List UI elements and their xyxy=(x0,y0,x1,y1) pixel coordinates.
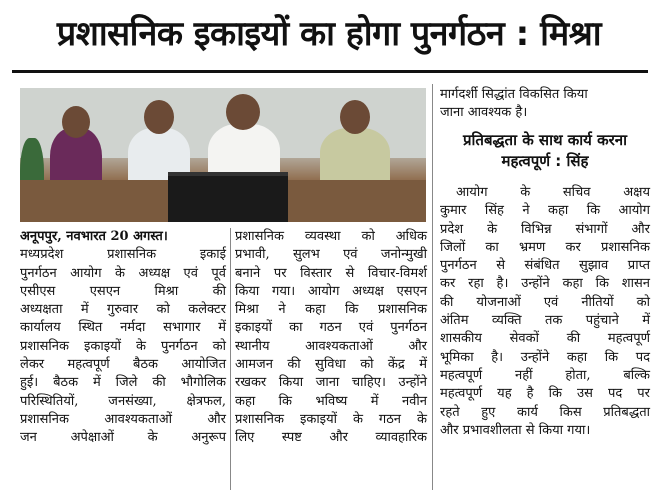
col3-line: कर रहा है। उन्होंने कहा कि शासन xyxy=(440,276,650,292)
column-divider xyxy=(230,228,231,490)
subhead: प्रतिबद्धता के साथ कार्य करना महत्वपूर्ण : सिंह xyxy=(463,131,627,170)
col3-line: आयोग के सचिव अक्षय xyxy=(456,185,650,200)
col2-line: प्रशासनिक व्यवस्था को अधिक xyxy=(235,229,427,244)
col2-line: आमजन की सुविधा को केंद्र में xyxy=(235,357,427,373)
col2-line: स्थानीय आवश्यकताओं और xyxy=(235,338,427,354)
col1-line: प्रशासनिक आवश्यकताओं और xyxy=(20,411,226,427)
column-3 xyxy=(440,184,650,440)
column-divider xyxy=(432,84,433,490)
col3-line: रहते हुए कार्य किस प्रतिबद्धता xyxy=(440,404,650,420)
column-1 xyxy=(20,228,226,448)
headline-rule xyxy=(12,70,648,73)
headline: प्रशासनिक इकाइयों का होगा पुनर्गठन : मिश्रा xyxy=(56,14,602,54)
col1-line: लेकर महत्वपूर्ण बैठक आयोजित xyxy=(20,357,226,373)
col2-line: कहा कि भविष्य में नवीन xyxy=(235,393,427,409)
col3-top-line: जाना आवश्यक है। xyxy=(440,105,528,121)
col3-line: कुमार सिंह ने कहा कि आयोग xyxy=(440,203,650,219)
col2-line: मिश्रा ने कहा कि प्रशासनिक xyxy=(235,302,427,318)
col3-line: महत्वपूर्ण नहीं होता, बल्कि xyxy=(440,367,650,383)
col1-line: प्रशासनिक इकाइयों के पुनर्गठन को xyxy=(20,338,226,354)
dateline: अनूपपुर, नवभारत 20 अगस्त। xyxy=(20,229,168,244)
col3-top-line: मार्गदर्शी सिद्धांत विकसित किया xyxy=(440,87,588,102)
col3-line: की योजनाओं एवं नीतियों को xyxy=(440,294,650,310)
col2-line: प्रशासनिक इकाइयों के गठन के xyxy=(235,411,427,427)
col1-line: हुई। बैठक में जिले की भौगोलिक xyxy=(20,375,226,391)
col2-line: प्रभावी, सुलभ एवं जनोन्मुखी xyxy=(235,247,427,263)
col2-line: इकाइयों का गठन एवं पुनर्गठन xyxy=(235,320,427,336)
col2-line: रखकर किया जाना चाहिए। उन्होंने xyxy=(235,375,427,391)
col3-line: शासकीय सेवकों की महत्वपूर्ण xyxy=(440,331,650,347)
meeting-photo xyxy=(20,88,426,222)
col3-line: महत्वपूर्ण यह है कि उस पद पर xyxy=(440,386,650,402)
col1-line: जन अपेक्षाओं के अनुरूप xyxy=(20,430,226,446)
col1-line: अध्यक्षता में गुरुवार को कलेक्टर xyxy=(20,302,226,318)
col3-line: प्रदेश के विभिन्न संभागों और xyxy=(440,221,650,237)
col3-line: अंतिम व्यक्ति तक पहुंचाने में xyxy=(440,313,650,329)
col3-line: और प्रभावशीलता से किया गया। xyxy=(440,422,591,438)
col1-line: परिस्थितियों, जनसंख्या, क्षेत्रफल, xyxy=(20,393,226,409)
column-2 xyxy=(235,228,427,448)
col2-line: लिए स्पष्ट और व्यावहारिक xyxy=(235,430,427,446)
col1-line: पुनर्गठन आयोग के अध्यक्ष एवं पूर्व xyxy=(20,265,226,281)
col2-line: बनाने पर विस्तार से विचार-विमर्श xyxy=(235,265,427,281)
col2-line: किया गया। आयोग अध्यक्ष एसएन xyxy=(235,283,427,299)
col1-line: मध्यप्रदेश प्रशासनिक इकाई xyxy=(20,247,226,263)
col1-line: एसीएस एसएन मिश्रा की xyxy=(20,283,226,299)
col3-line: पुनर्गठन से संबंधित सुझाव प्राप्त xyxy=(440,258,650,274)
col1-line: कार्यालय स्थित नर्मदा सभागार में xyxy=(20,320,226,336)
col3-line: भूमिका है। उन्होंने कहा कि पद xyxy=(440,349,650,365)
col3-line: जिलों का भ्रमण कर प्रशासनिक xyxy=(440,239,650,255)
column-3-top xyxy=(440,86,650,123)
